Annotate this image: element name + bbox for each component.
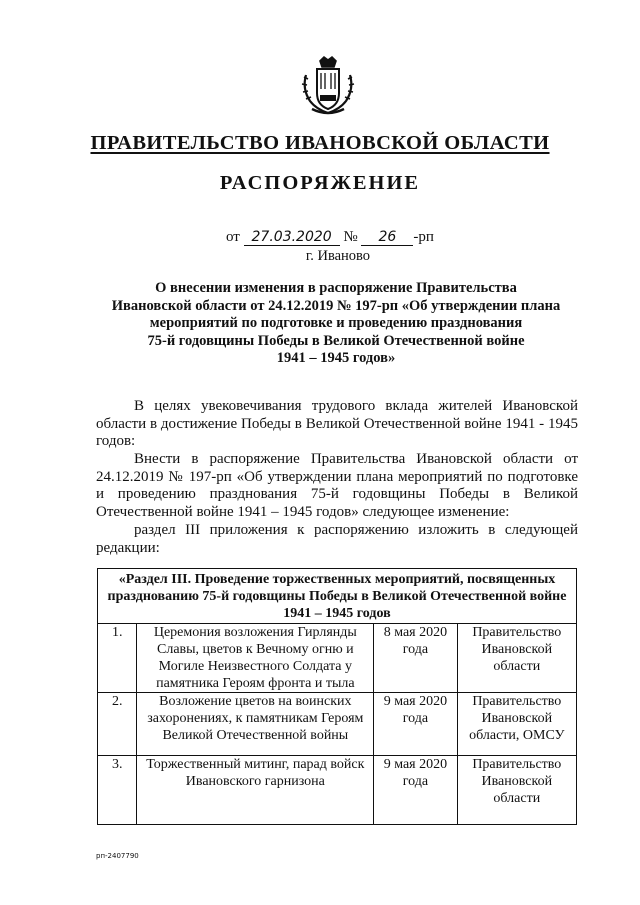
handwritten-date: 27.03.2020 bbox=[244, 229, 340, 246]
document-type: РАСПОРЯЖЕНИЕ bbox=[219, 172, 421, 194]
table-header-row bbox=[98, 569, 577, 624]
subject-line: мероприятий по подготовке и проведению празднования bbox=[149, 315, 523, 331]
events-table bbox=[97, 568, 577, 825]
paragraph-text: раздел III приложения к распоряжению изложить в следующей редакции: bbox=[96, 522, 578, 556]
table-row bbox=[98, 693, 577, 756]
document-subject bbox=[96, 280, 576, 368]
from-prefix: от bbox=[226, 229, 240, 245]
subject-line: Ивановской области от 24.12.2019 № 197-рп «Об утверждении плана bbox=[111, 297, 561, 314]
date-number-line bbox=[226, 229, 434, 246]
row-number: 1. bbox=[98, 624, 137, 693]
paragraph-purpose bbox=[96, 398, 578, 451]
row-number: 3. bbox=[98, 756, 137, 825]
row-organizer: Правительство Ивановской области, ОМСУ bbox=[457, 693, 576, 756]
row-date: 9 мая 2020 года bbox=[374, 756, 457, 825]
paragraph-section bbox=[96, 522, 578, 557]
subject-line: 1941 – 1945 годов» bbox=[276, 350, 396, 366]
handwritten-number: 26 bbox=[361, 229, 413, 246]
section-title: «Раздел III. Проведение торжественных мероприятий, посвященных празднованию 75-й годовщины Победы в Великой Отечественной войне 1941 – 1945 годов bbox=[98, 569, 577, 624]
row-event: Торжественный митинг, парад войск Ивановского гарнизона bbox=[137, 756, 374, 825]
city: г. Иваново bbox=[305, 248, 371, 264]
coat-of-arms-emblem bbox=[298, 55, 358, 117]
subject-line: О внесении изменения в распоряжение Правительства bbox=[155, 280, 517, 296]
number-sign: № bbox=[343, 229, 358, 245]
government-title bbox=[0, 132, 640, 155]
paragraph-amendment bbox=[96, 451, 578, 521]
number-suffix: -рп bbox=[413, 229, 434, 245]
row-date: 8 мая 2020 года bbox=[374, 624, 457, 693]
government-title-text: ПРАВИТЕЛЬСТВО ИВАНОВСКОЙ ОБЛАСТИ bbox=[90, 132, 550, 154]
table-row bbox=[98, 624, 577, 693]
paragraph-text: В целях увековечивания трудового вклада жителей Ивановской области в достижение Победы в Великой Отечественной войне 1941 - 1945 годов: bbox=[96, 398, 578, 449]
table-row bbox=[98, 756, 577, 825]
row-organizer: Правительство Ивановской области bbox=[457, 756, 576, 825]
row-number: 2. bbox=[98, 693, 137, 756]
subject-line: 75-й годовщины Победы в Великой Отечественной войне bbox=[147, 332, 525, 349]
row-organizer: Правительство Ивановской области bbox=[457, 624, 576, 693]
paragraph-text: Внести в распоряжение Правительства Ивановской области от 24.12.2019 № 197-рп «Об утверждении плана мероприятий по подготовке и проведению празднования 75-й годовщины Победы в Великой Отечественной войне 1941 – 1945 годов» следующее изменение: bbox=[96, 451, 578, 520]
row-event: Церемония возложения Гирлянды Славы, цветов к Вечному огню и Могиле Неизвестного Солдата у памятника Героям фронта и тыла bbox=[137, 624, 374, 693]
row-date: 9 мая 2020 года bbox=[374, 693, 457, 756]
row-event: Возложение цветов на воинских захоронениях, к памятникам Героям Великой Отечественной войны bbox=[137, 693, 374, 756]
footer-code: рп-2407790 bbox=[96, 852, 139, 860]
